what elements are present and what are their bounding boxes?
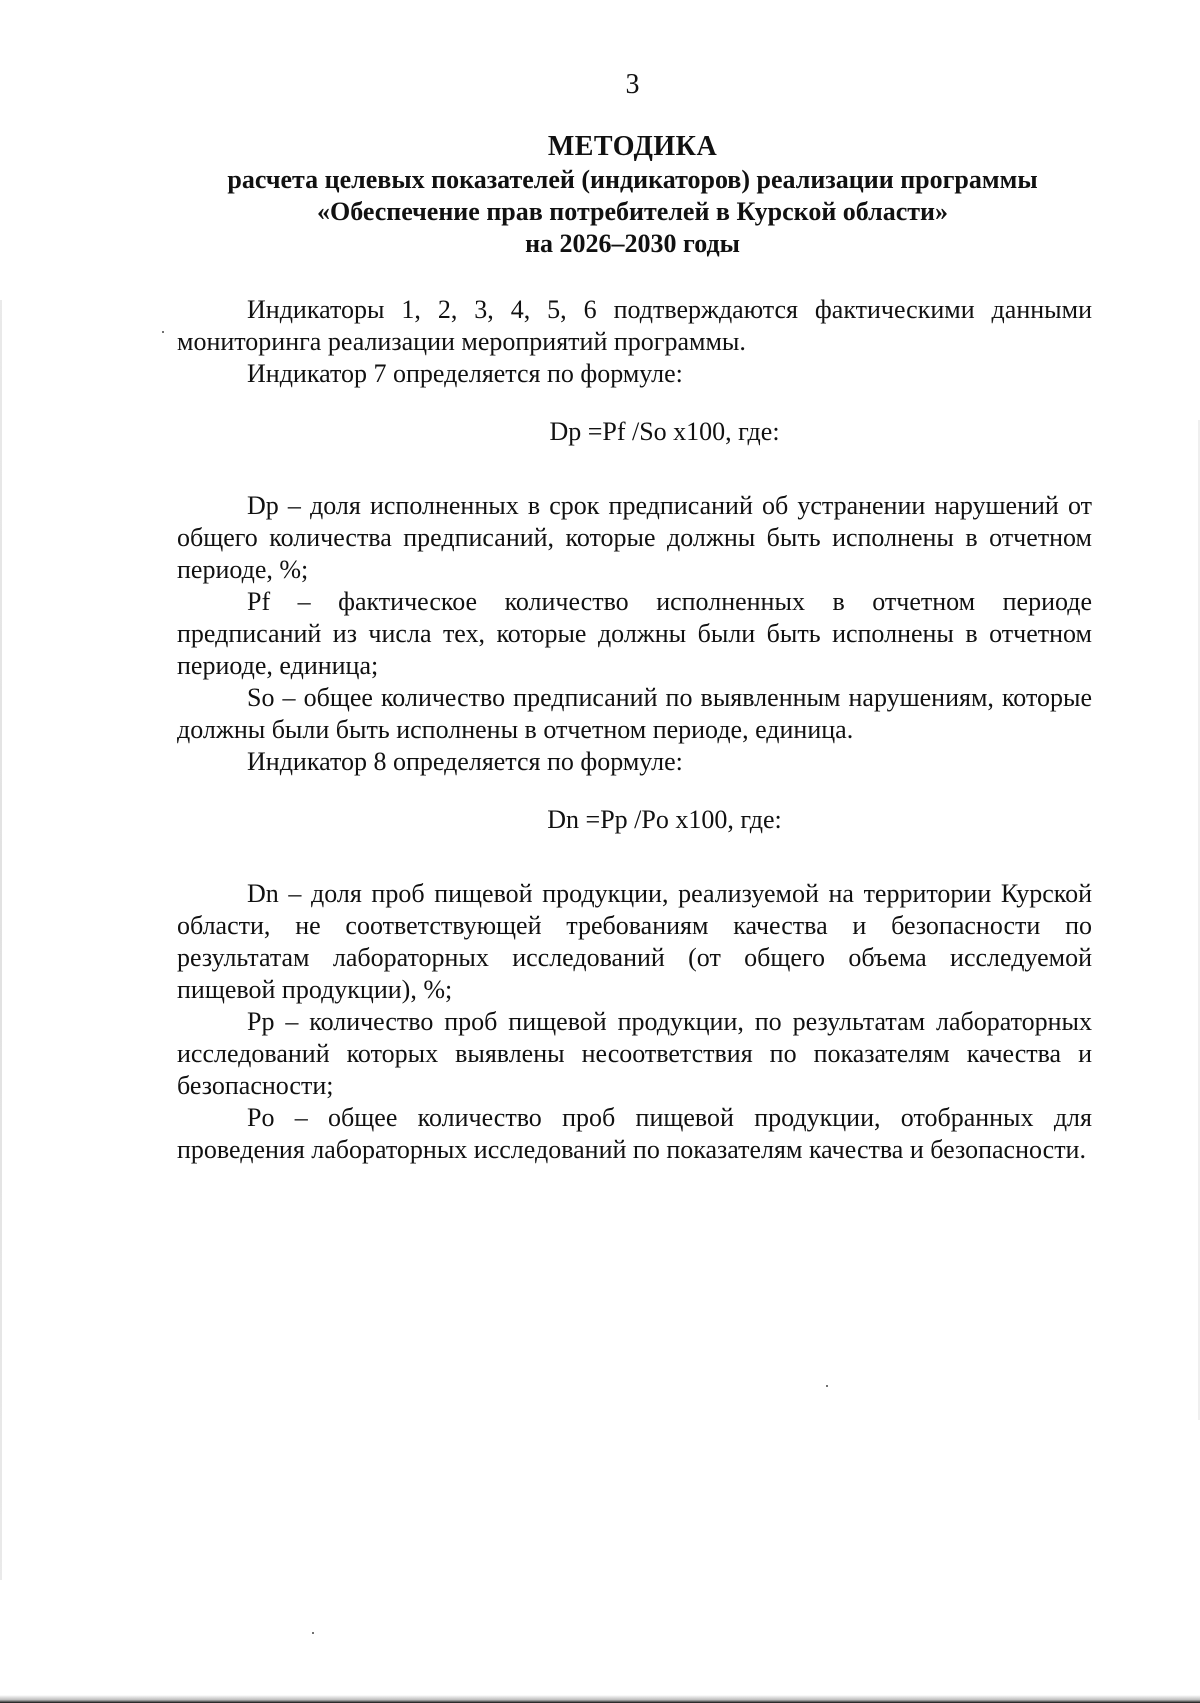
paragraph-indicator-8-intro: Индикатор 8 определяется по формуле: [247, 747, 683, 776]
document-title [150, 130, 1115, 260]
scan-speck [162, 331, 164, 333]
document-body [177, 294, 1092, 1166]
title-main: МЕТОДИКА [547, 131, 718, 162]
scan-left-edge [0, 300, 2, 1580]
formula-indicator-8: Dn =Pp /Po x100, где: [547, 805, 782, 834]
title-line-2: «Обеспечение прав потребителей в Курской области» [316, 197, 949, 226]
paragraph-dn-definition: Dn – доля проб пищевой продукции, реализуемой на территории Курской области, не соответствующей требованиям качества и безопасности по результатам лабораторных исследований (от общего объема исследуемой пищевой продукции), %; [177, 879, 1092, 1004]
paragraph-po-definition: Po – общее количество проб пищевой продукции, отобранных для проведения лабораторных исследований по показателям качества и безопасности. [177, 1103, 1092, 1164]
formula-indicator-7: Dp =Pf /So x100, где: [549, 417, 780, 446]
scan-bottom-edge [0, 1695, 1200, 1703]
paragraph-dp-definition: Dp – доля исполненных в срок предписаний об устранении нарушений от общего количества предписаний, которые должны быть исполнены в отчетном периоде, %; [177, 491, 1092, 584]
paragraph-so-definition: So – общее количество предписаний по выявленным нарушениям, которые должны были быть исполнены в отчетном периоде, единица. [177, 683, 1092, 744]
paragraph-indicators-1-6: Индикаторы 1, 2, 3, 4, 5, 6 подтверждаются фактическими данными мониторинга реализации мероприятий программы. [177, 295, 1092, 356]
paragraph-indicator-7-intro: Индикатор 7 определяется по формуле: [247, 359, 683, 388]
scan-speck [826, 1385, 828, 1387]
paragraph-pf-definition: Pf – фактическое количество исполненных в отчетном периоде предписаний из числа тех, которые должны были быть исполнены в отчетном периоде, единица; [177, 587, 1092, 680]
scan-speck [312, 1632, 314, 1634]
page-number: 3 [625, 69, 640, 100]
title-line-1: расчета целевых показателей (индикаторов) реализации программы [227, 165, 1038, 194]
paragraph-pp-definition: Pp – количество проб пищевой продукции, по результатам лабораторных исследований которых выявлены несоответствия по показателям качества и безопасности; [177, 1007, 1092, 1100]
title-line-3: на 2026–2030 годы [525, 229, 740, 258]
